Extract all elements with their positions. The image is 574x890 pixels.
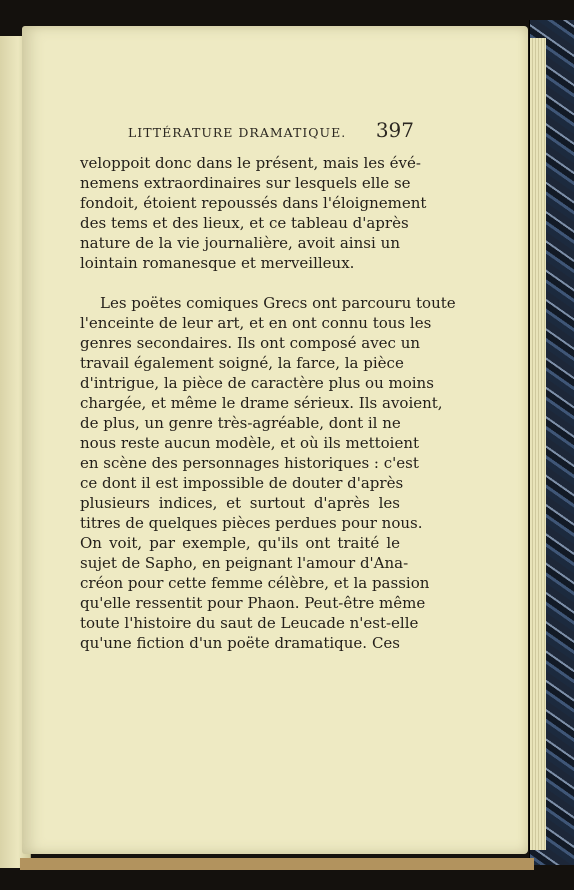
paragraph-2 — [80, 293, 456, 653]
text-line: créon pour cette femme célèbre, et la passion — [80, 574, 430, 592]
running-title: LITTÉRATURE DRAMATIQUE. — [128, 125, 347, 140]
text-line: qu'elle ressentit pour Phaon. Peut-être même — [80, 594, 426, 612]
text-line: de plus, un genre très-agréable, dont il ne — [80, 414, 401, 432]
text-line: veloppoit donc dans le présent, mais les évé- — [80, 154, 421, 172]
text-line: ce dont il est impossible de douter d'après — [80, 474, 404, 492]
text-line: nemens extraordinaires sur lesquels elle se — [80, 174, 411, 192]
text-line: travail également soigné, la farce, la pièce — [80, 354, 404, 372]
text-line: en scène des personnages historiques : c'est — [80, 454, 419, 472]
text-line: nous reste aucun modèle, et où ils mettoient — [80, 434, 420, 452]
text-line: qu'une fiction d'un poëte dramatique. Ces — [80, 634, 400, 652]
text-line: chargée, et même le drame sérieux. Ils avoient, — [80, 394, 443, 412]
text-line: d'intrigue, la pièce de caractère plus ou moins — [80, 374, 434, 392]
page-edges — [530, 38, 546, 850]
page-header — [128, 118, 414, 142]
text-line: des tems et des lieux, et ce tableau d'après — [80, 214, 409, 232]
text-line: Les poëtes comiques Grecs ont parcouru toute — [100, 294, 456, 312]
text-line: toute l'histoire du saut de Leucade n'est-elle — [80, 614, 419, 632]
text-line: genres secondaires. Ils ont composé avec un — [80, 334, 421, 352]
text-line: fondoit, étoient repoussés dans l'éloignement — [80, 194, 427, 212]
paragraph-1 — [80, 153, 427, 273]
text-line: On voit, par exemple, qu'ils ont traité le — [80, 534, 400, 552]
text-line: l'enceinte de leur art, et en ont connu tous les — [80, 314, 432, 332]
text-line: nature de la vie journalière, avoit ainsi un — [80, 234, 400, 252]
text-line: lointain romanesque et merveilleux. — [80, 254, 355, 272]
page-number: 397 — [375, 118, 414, 142]
text-line: plusieurs indices, et surtout d'après les — [80, 494, 400, 512]
text-line: titres de quelques pièces perdues pour nous. — [80, 514, 423, 532]
binding-strip — [20, 858, 534, 870]
text-line: sujet de Sapho, en peignant l'amour d'Ana- — [80, 554, 409, 572]
